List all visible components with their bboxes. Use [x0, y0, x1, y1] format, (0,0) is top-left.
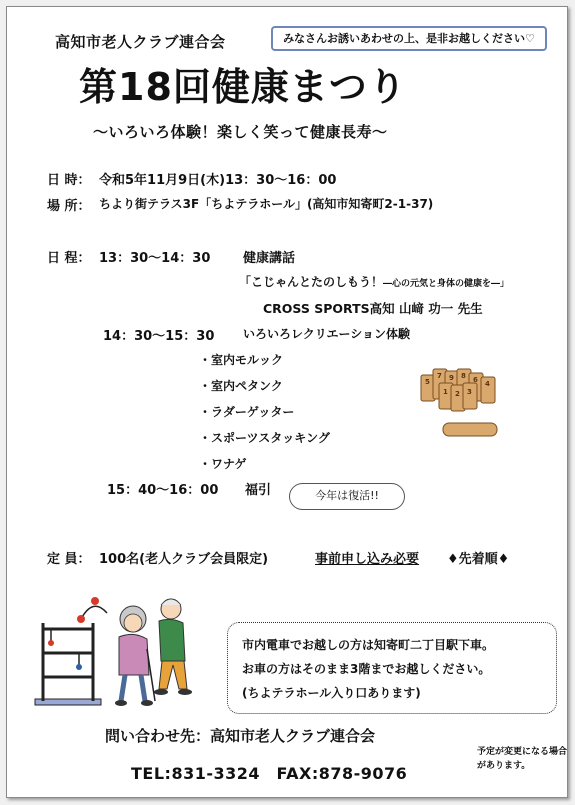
- reservation-required: 事前申し込み必要: [315, 552, 420, 567]
- session3-time: 15：40～16：00: [107, 483, 219, 498]
- svg-text:9: 9: [449, 374, 454, 382]
- session1-speaker: CROSS SPORTS高知 山﨑 功一 先生: [263, 301, 483, 316]
- invite-note-box: みなさんお誘いあわせの上、是非お越しください♡: [271, 26, 547, 51]
- place-label: 場 所：: [47, 199, 91, 214]
- date-value: 令和5年11月9日(木)13：30～16：00: [99, 173, 337, 188]
- session1-topic-main: 「こじゃんとたのしもう！: [239, 275, 384, 289]
- event-subtitle: ～いろいろ体験！楽しく笑って健康長寿～: [93, 123, 388, 141]
- activity-item: ・ラダーゲッター: [199, 405, 295, 419]
- access-line: お車の方はそのまま3階までお越しください。: [242, 662, 491, 676]
- session1-time: 13：30～14：30: [99, 251, 211, 266]
- phone-fax: TEL:831-3324 FAX:878-9076: [131, 764, 408, 783]
- date-label: 日 時：: [47, 173, 91, 188]
- svg-text:5: 5: [425, 378, 430, 386]
- molkky-pins-icon: [417, 359, 503, 443]
- session1-title: 健康講話: [243, 251, 296, 266]
- elderly-woman-icon: [115, 606, 155, 706]
- bola-toss-icon: [77, 597, 107, 623]
- svg-text:4: 4: [485, 380, 490, 388]
- session1-topic: [239, 273, 509, 290]
- svg-text:2: 2: [455, 390, 460, 398]
- activity-item: ・スポーツスタッキング: [199, 431, 330, 445]
- capacity-label: 定 員：: [47, 552, 91, 567]
- activity-item: ・室内モルック: [199, 353, 284, 367]
- event-title: 第18回健康まつり: [79, 65, 407, 109]
- svg-text:1: 1: [443, 388, 448, 396]
- schedule-label: 日 程：: [47, 251, 91, 266]
- svg-text:7: 7: [437, 372, 442, 380]
- flyer-page: [6, 6, 568, 798]
- svg-text:8: 8: [461, 372, 466, 380]
- schedule-change-note: 予定が変更になる場合があります。: [477, 747, 568, 771]
- access-line: (ちよテラホール入り口あります): [242, 686, 421, 700]
- ladder-frame-icon: [35, 623, 101, 705]
- svg-text:3: 3: [467, 388, 472, 396]
- svg-text:6: 6: [473, 376, 478, 384]
- session1-topic-sub: ―心の元気と身体の健康を―」: [383, 279, 510, 289]
- first-come-note: ♦先着順♦: [447, 552, 510, 567]
- elderly-man-icon: [154, 599, 192, 695]
- place-value: ちより街テラス3F「ちよテラホール」(高知市知寄町2-1-37): [99, 197, 434, 211]
- ladder-game-illustration: [21, 579, 221, 715]
- organizer-name: 高知市老人クラブ連合会: [55, 33, 226, 51]
- session2-title: いろいろレクリエーション体験: [243, 327, 411, 341]
- access-line: 市内電車でお越しの方は知寄町二丁目駅下車。: [242, 638, 495, 652]
- contact-label: 問い合わせ先：高知市老人クラブ連合会: [105, 727, 376, 745]
- activity-item: ・ワナゲ: [199, 457, 247, 471]
- session3-title: 福引: [245, 483, 272, 498]
- raffle-callout-bubble: 今年は復活!!: [289, 483, 405, 510]
- activity-item: ・室内ペタンク: [199, 379, 283, 393]
- session2-time: 14：30～15：30: [103, 329, 215, 344]
- access-info-box: [227, 622, 557, 714]
- capacity-value: 100名(老人クラブ会員限定): [99, 552, 269, 567]
